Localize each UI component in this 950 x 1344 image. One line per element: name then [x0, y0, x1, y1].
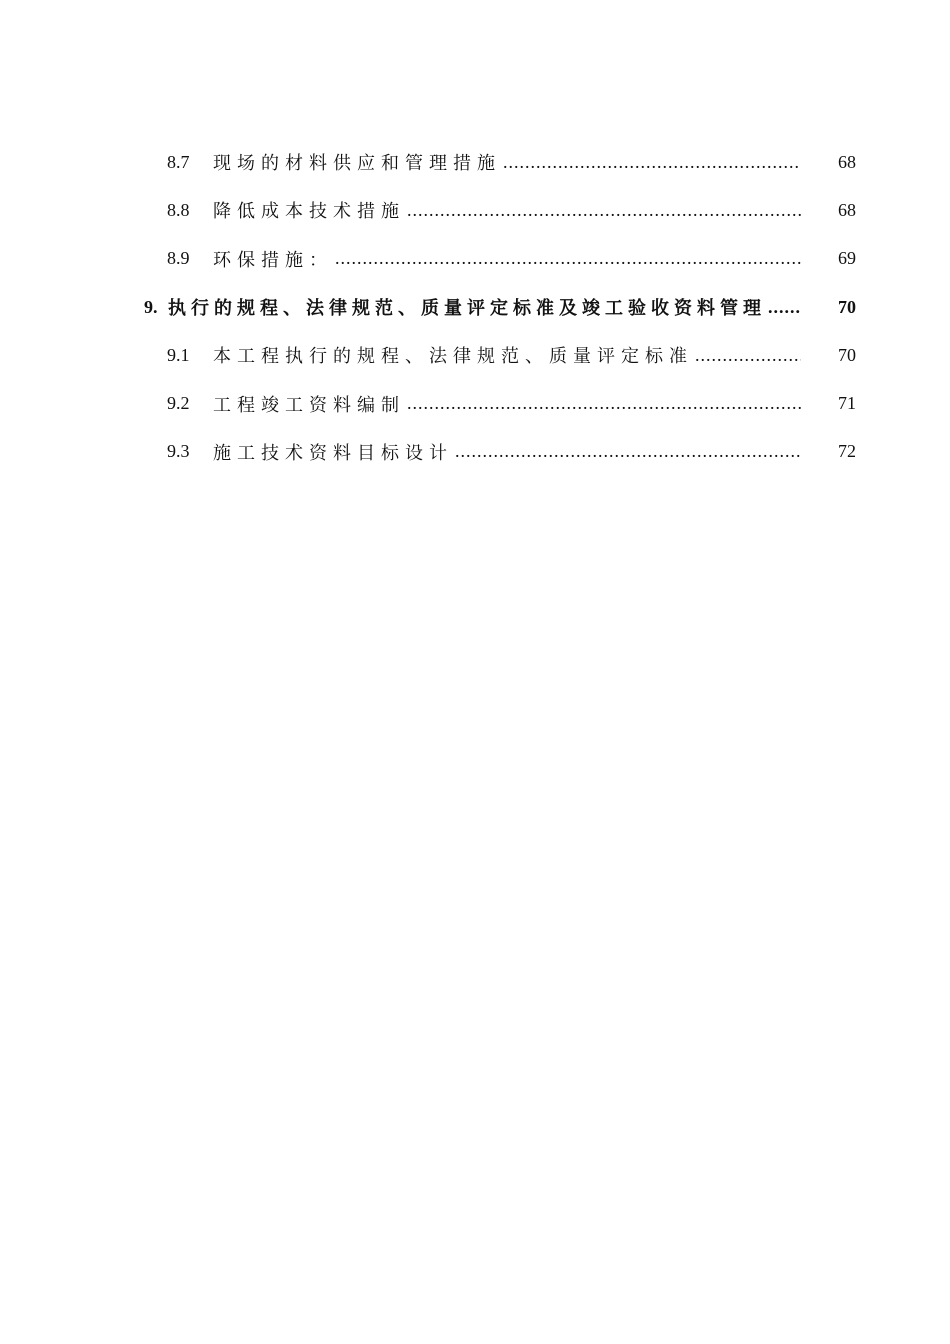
toc-entry-page: 68 — [838, 151, 856, 172]
toc-entry-9-3[interactable] — [0, 428, 950, 476]
toc-entry-page: 72 — [838, 441, 856, 462]
toc-dot-leader — [407, 200, 801, 221]
toc-entry-title: 降低成本技术措施 — [213, 201, 405, 222]
toc-dot-leader — [335, 248, 801, 269]
toc-entry-number: 9. — [144, 296, 158, 317]
toc-entry-title: 本工程执行的规程、法律规范、质量评定标准 — [213, 346, 693, 367]
toc-entry-8-7[interactable] — [0, 138, 950, 186]
toc-entry-page: 71 — [838, 393, 856, 414]
toc-entry-number: 8.7 — [167, 151, 190, 172]
toc-dot-leader — [455, 441, 801, 462]
toc-entry-number: 8.8 — [167, 199, 190, 220]
toc-dot-leader — [407, 393, 801, 414]
toc-entry-page: 70 — [838, 344, 856, 365]
toc-entry-9-2[interactable] — [0, 379, 950, 427]
table-of-contents — [0, 138, 950, 476]
toc-entry-9-1[interactable] — [0, 331, 950, 379]
toc-entry-number: 8.9 — [167, 248, 190, 269]
toc-entry-page: 68 — [838, 199, 856, 220]
toc-dot-leader — [768, 297, 801, 318]
toc-entry-9[interactable] — [0, 283, 950, 331]
toc-entry-title: 环保措施： — [213, 249, 333, 270]
toc-entry-page: 69 — [838, 248, 856, 269]
toc-entry-number: 9.3 — [167, 441, 190, 462]
toc-entry-page: 70 — [838, 296, 856, 317]
toc-entry-title: 施工技术资料目标设计 — [213, 442, 453, 463]
toc-entry-title: 执行的规程、法律规范、质量评定标准及竣工验收资料管理 — [168, 298, 766, 319]
toc-entry-title: 现场的材料供应和管理措施 — [213, 153, 501, 174]
toc-dot-leader — [695, 345, 801, 366]
toc-entry-title: 工程竣工资料编制 — [213, 394, 405, 415]
toc-entry-8-8[interactable] — [0, 186, 950, 234]
toc-dot-leader — [503, 152, 801, 173]
toc-entry-8-9[interactable] — [0, 235, 950, 283]
toc-entry-number: 9.1 — [167, 344, 190, 365]
toc-entry-number: 9.2 — [167, 393, 190, 414]
